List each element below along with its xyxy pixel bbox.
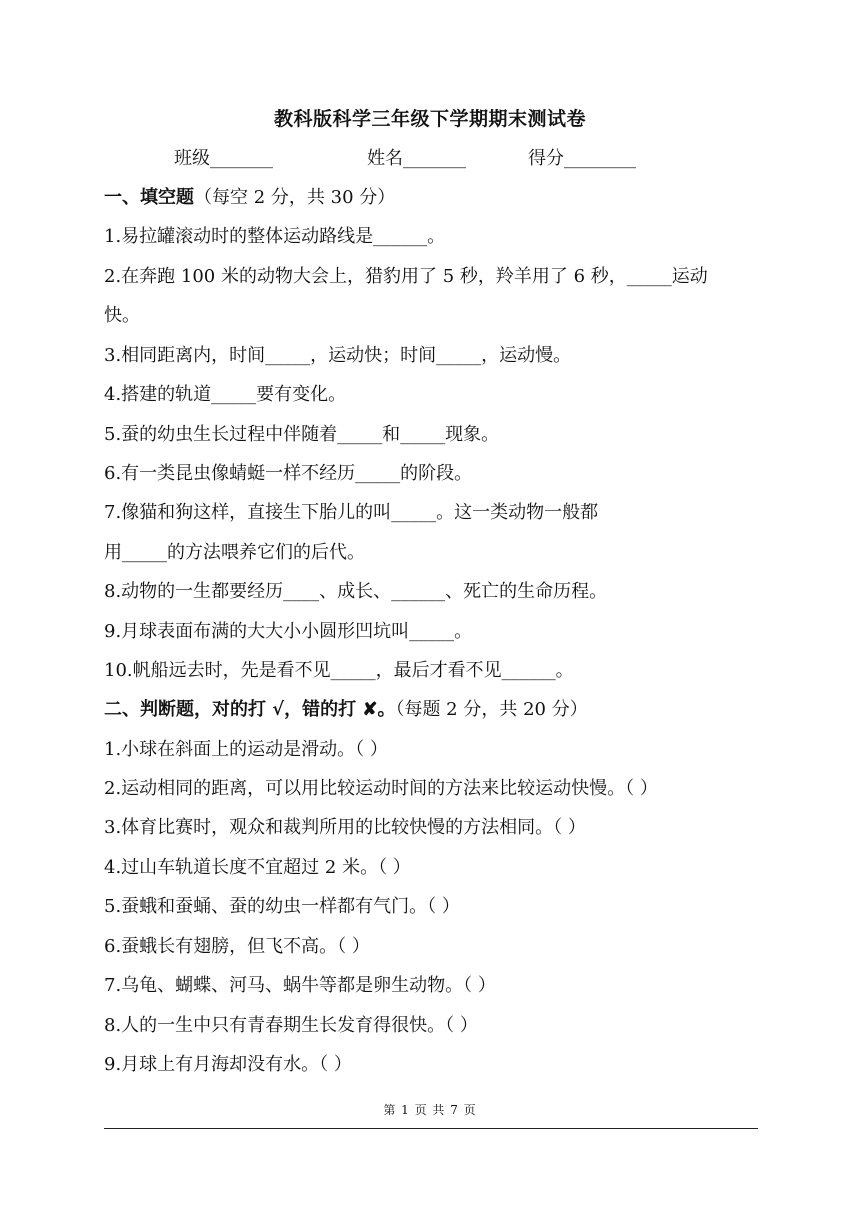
name-field: 姓名_______ [367,148,466,169]
question-line: 3.体育比赛时，观众和裁判所用的比较快慢的方法相同。（ ） [104,817,586,838]
page-number: 第 1 页 共 7 页 [383,1103,477,1117]
question-line: 1.小球在斜面上的运动是滑动。（ ） [104,739,388,760]
question-line: 9.月球上有月海却没有水。（ ） [104,1054,352,1075]
question-line: 4.搭建的轨道_____要有变化。 [104,384,347,405]
question-line: 10.帆船远去时，先是看不见_____，最后才看不见______。 [104,660,574,681]
footer-divider [104,1128,758,1129]
question-line: 用_____的方法喂养它们的后代。 [104,542,365,563]
section-note: （每题 2 分，共 20 分） [395,699,588,720]
section-true-false-heading [104,695,588,721]
question-line: 6.有一类昆虫像蜻蜓一样不经历_____的阶段。 [104,463,473,484]
question-line: 快。 [104,305,140,326]
question-line: 7.乌龟、蝴蝶、河马、蜗牛等都是卵生动物。（ ） [104,975,496,996]
question-line: 1.易拉罐滚动时的整体运动路线是______。 [104,226,446,247]
question-line: 2.在奔跑 100 米的动物大会上，猎豹用了 5 秒，羚羊用了 6 秒，_____运动 [104,266,708,287]
section-fill-in-heading [104,183,395,209]
score-field: 得分________ [528,148,636,169]
question-line: 3.相同距离内，时间_____，运动快；时间_____，运动慢。 [104,345,572,366]
question-line: 6.蚕蛾长有翅膀，但飞不高。（ ） [104,936,370,957]
question-line: 8.动物的一生都要经历____、成长、______、死亡的生命历程。 [104,581,608,602]
question-line: 4.过山车轨道长度不宜超过 2 米。（ ） [104,857,411,878]
question-line: 5.蚕蛾和蚕蛹、蚕的幼虫一样都有气门。（ ） [104,896,460,917]
question-line: 2.运动相同的距离，可以用比较运动时间的方法来比较运动快慢。（ ） [104,778,658,799]
section-heading-text: 二、判断题，对的打 √，错的打 ✘。 [104,699,396,720]
section-note: （每空 2 分，共 30 分） [194,187,396,208]
class-field: 班级_______ [174,148,273,169]
section-heading-text: 一、填空题 [104,187,194,208]
exam-title: 教科版科学三年级下学期期末测试卷 [273,108,586,130]
question-line: 7.像猫和狗这样，直接生下胎儿的叫_____。这一类动物一般都 [104,502,599,523]
question-line: 9.月球表面布满的大大小小圆形凹坑叫_____。 [104,621,473,642]
question-line: 5.蚕的幼虫生长过程中伴随着_____和_____现象。 [104,424,500,445]
question-line: 8.人的一生中只有青春期生长发育得很快。（ ） [104,1015,478,1036]
